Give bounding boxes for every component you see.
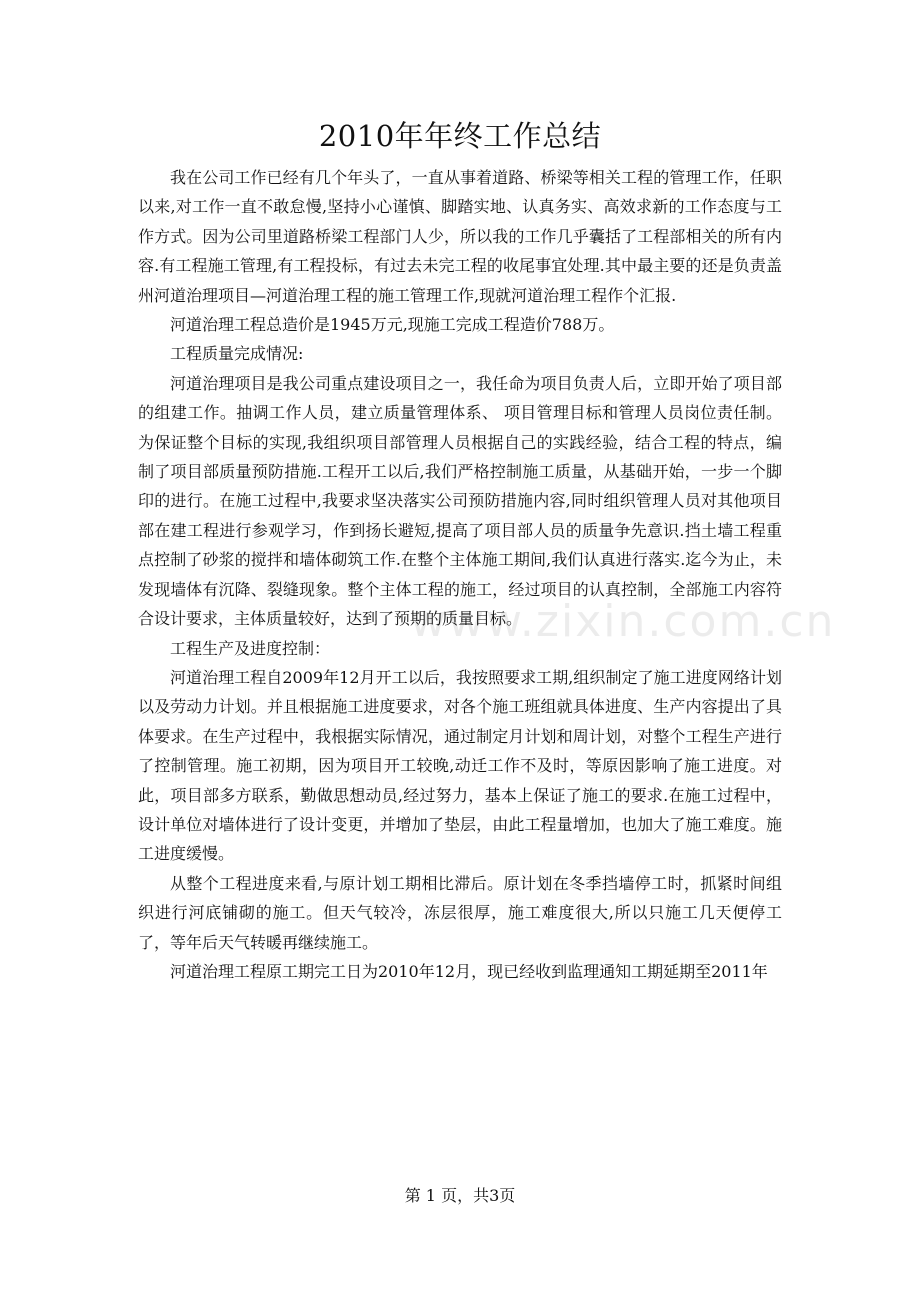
watermark: www.zixin.com.cn [410, 596, 836, 647]
paragraph-delay: 从整个工程进度来看,与原计划工期相比滞后。原计划在冬季挡墙停工时，抓紧时间组织进行河底铺砌的施工。但天气较冷，冻层很厚，施工难度很大,所以只施工几天便停工了，等年后天气转暖再继续施工。 [138, 873, 782, 952]
heading-progress: 工程生产及进度控制： [170, 638, 331, 658]
document-title: 2010年年终工作总结 [318, 119, 602, 153]
paragraph-quality: 河道治理项目是我公司重点建设项目之一，我任命为项目负责人后，立即开始了项目部的组建工作。抽调工作人员，建立质量管理体系、 项目管理目标和管理人员岗位责任制。为保证整个目标的实现,我组织项目部管理人员根据自己的实践经验，结合工程的特点，编制了项目部质量预防措施.工程开工以后,我们严格控制施工质量，从基础开始，一步一个脚印的进行。在施工过程中,我要求坚决落实公司预防措施内容,同时组织管理人员对其他项目部在建工程进行参观学习，作到扬长避短,提高了项目部人员的质量争先意识.挡土墙工程重点控制了砂浆的搅拌和墙体砌筑工作.在整个主体施工期间,我们认真进行落实.迄今为止，未发现墙体有沉降、裂缝现象。整个主体工程的施工，经过项目的认真控制，全部施工内容符合设计要求，主体质量较好，达到了预期的质量目标。 [138, 373, 782, 629]
paragraph-progress: 河道治理工程自2009年12月开工以后，我按照要求工期,组织制定了施工进度网络计划以及劳动力计划。并且根据施工进度要求，对各个施工班组就具体进度、生产内容提出了具体要求。在生产过程中，我根据实际情况，通过制定月计划和周计划，对整个工程生产进行了控制管理。施工初期，因为项目开工较晚,动迁工作不及时，等原因影响了施工进度。对此，项目部多方联系，勤做思想动员,经过努力，基本上保证了施工的要求.在施工过程中，设计单位对墙体进行了设计变更，并增加了垫层，由此工程量增加，也加大了施工难度。施工进度缓慢。 [138, 667, 782, 864]
paragraph-schedule: 河道治理工程原工期完工日为2010年12月，现已经收到监理通知工期延期至2011年 [170, 961, 768, 981]
heading-quality: 工程质量完成情况: [170, 344, 304, 364]
paragraph-intro: 我在公司工作已经有几个年头了，一直从事着道路、桥梁等相关工程的管理工作，任职以来,对工作一直不敢怠慢,坚持小心谨慎、脚踏实地、认真务实、高效求新的工作态度与工作方式。因为公司里道路桥梁工程部门人少，所以我的工作几乎囊括了工程部相关的所有内容.有工程施工管理,有工程投标，有过去未完工程的收尾事宜处理.其中最主要的还是负责盖州河道治理项目—河道治理工程的施工管理工作,现就河道治理工程作个汇报. [138, 168, 782, 305]
document-body [138, 163, 782, 986]
paragraph-cost: 河道治理工程总造价是1945万元,现施工完成工程造价788万。 [170, 315, 615, 335]
page-footer: 第 1 页，共3页 [404, 1186, 516, 1205]
